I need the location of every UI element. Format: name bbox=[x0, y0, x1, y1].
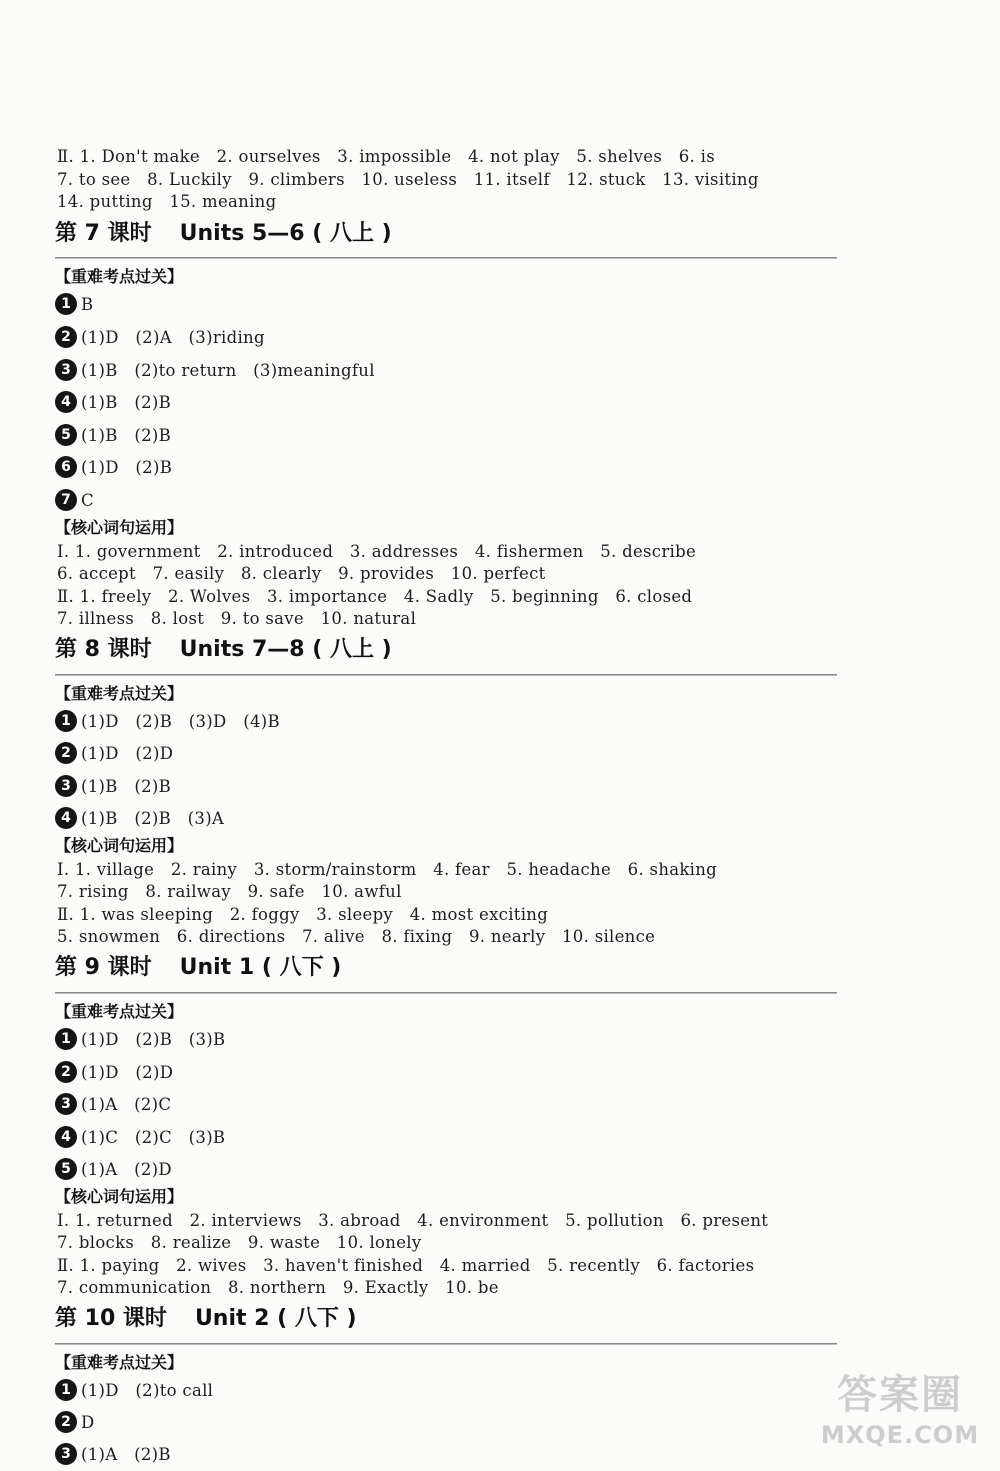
number-badge: 4 bbox=[55, 391, 77, 413]
answer-item bbox=[55, 1410, 95, 1434]
units-title: Units 7—8 ( 八上 ) bbox=[179, 637, 392, 662]
answer-item bbox=[55, 325, 265, 349]
answer-line: Ⅰ. 1. returned 2. interviews 3. abroad 4. environment 5. pollution 6. present bbox=[57, 1211, 769, 1230]
answer-text: (1)D (2)D bbox=[81, 1062, 174, 1082]
number-badge: 7 bbox=[55, 489, 77, 511]
number-badge: 1 bbox=[55, 293, 77, 315]
lesson-number: 第 9 课时 bbox=[55, 955, 152, 980]
section-label: 【重难考点过关】 bbox=[55, 1353, 184, 1372]
answer-item bbox=[55, 1060, 173, 1084]
answer-text: (1)B (2)B bbox=[81, 425, 172, 445]
number-badge: 2 bbox=[55, 742, 77, 764]
answer-line: Ⅱ. 1. freely 2. Wolves 3. importance 4. Sadly 5. beginning 6. closed bbox=[57, 587, 693, 606]
answer-item bbox=[55, 709, 280, 733]
number-badge: 3 bbox=[55, 359, 77, 381]
answer-item bbox=[55, 774, 171, 798]
answer-text: B bbox=[81, 294, 94, 314]
site-watermark bbox=[810, 1370, 990, 1465]
number-badge: 1 bbox=[55, 1028, 77, 1050]
answer-line: Ⅱ. 1. paying 2. wives 3. haven't finished 4. married 5. recently 6. factories bbox=[57, 1256, 755, 1275]
number-badge: 1 bbox=[55, 1379, 77, 1401]
answer-text: (1)A (2)C bbox=[81, 1094, 172, 1114]
answer-text: C bbox=[81, 490, 94, 510]
answer-text: (1)B (2)to return (3)meaningful bbox=[81, 360, 375, 380]
lesson-number: 第 8 课时 bbox=[55, 637, 152, 662]
number-badge: 1 bbox=[55, 710, 77, 732]
answer-item bbox=[55, 390, 171, 414]
lesson-number: 第 10 课时 bbox=[55, 1306, 167, 1331]
number-badge: 5 bbox=[55, 424, 77, 446]
answer-item bbox=[55, 488, 94, 512]
answer-line: 7. rising 8. railway 9. safe 10. awful bbox=[57, 882, 402, 901]
section-heading bbox=[55, 1305, 357, 1333]
answer-text: (1)C (2)C (3)B bbox=[81, 1127, 226, 1147]
units-title: Unit 2 ( 八下 ) bbox=[194, 1306, 357, 1331]
watermark-logo-text: 答案圈 bbox=[837, 1372, 963, 1418]
answer-line: Ⅰ. 1. government 2. introduced 3. addresses 4. fishermen 5. describe bbox=[57, 542, 697, 561]
answer-item bbox=[55, 423, 171, 447]
answer-item bbox=[55, 1378, 213, 1402]
units-title: Unit 1 ( 八下 ) bbox=[179, 955, 342, 980]
number-badge: 3 bbox=[55, 1443, 77, 1465]
number-badge: 4 bbox=[55, 1126, 77, 1148]
answer-line: 7. illness 8. lost 9. to save 10. natural bbox=[57, 609, 417, 628]
units-title: Units 5—6 ( 八上 ) bbox=[179, 221, 392, 246]
answer-item bbox=[55, 1092, 171, 1116]
answer-item bbox=[55, 455, 172, 479]
section-divider bbox=[55, 674, 837, 676]
answer-item bbox=[55, 1442, 171, 1466]
section-heading bbox=[55, 220, 392, 248]
answer-text: D bbox=[81, 1412, 95, 1432]
answer-item bbox=[55, 358, 375, 382]
answer-text: (1)B (2)B bbox=[81, 776, 172, 796]
answer-line: 7. communication 8. northern 9. Exactly 10. be bbox=[57, 1278, 499, 1297]
number-badge: 2 bbox=[55, 326, 77, 348]
answer-line: 14. putting 15. meaning bbox=[57, 192, 277, 211]
answer-text: (1)D (2)to call bbox=[81, 1380, 214, 1400]
section-label: 【核心词句运用】 bbox=[55, 1187, 184, 1206]
number-badge: 3 bbox=[55, 775, 77, 797]
answer-line: Ⅱ. 1. Don't make 2. ourselves 3. impossible 4. not play 5. shelves 6. is bbox=[57, 147, 715, 166]
section-label: 【重难考点过关】 bbox=[55, 267, 184, 286]
number-badge: 5 bbox=[55, 1158, 77, 1180]
number-badge: 2 bbox=[55, 1061, 77, 1083]
answer-text: (1)A (2)D bbox=[81, 1159, 172, 1179]
section-label: 【重难考点过关】 bbox=[55, 684, 184, 703]
section-label: 【核心词句运用】 bbox=[55, 518, 184, 537]
answer-line: 5. snowmen 6. directions 7. alive 8. fixing 9. nearly 10. silence bbox=[57, 927, 656, 946]
answer-text: (1)B (2)B (3)A bbox=[81, 808, 225, 828]
answer-item bbox=[55, 1157, 172, 1181]
section-label: 【核心词句运用】 bbox=[55, 836, 184, 855]
answer-line: 7. blocks 8. realize 9. waste 10. lonely bbox=[57, 1233, 422, 1252]
answer-line: Ⅰ. 1. village 2. rainy 3. storm/rainstorm 4. fear 5. headache 6. shaking bbox=[57, 860, 718, 879]
number-badge: 2 bbox=[55, 1411, 77, 1433]
answer-text: (1)D (2)A (3)riding bbox=[81, 327, 265, 347]
answer-item bbox=[55, 292, 93, 316]
number-badge: 6 bbox=[55, 456, 77, 478]
answer-text: (1)D (2)D bbox=[81, 743, 174, 763]
answer-line: 6. accept 7. easily 8. clearly 9. provides 10. perfect bbox=[57, 564, 546, 583]
answer-line: Ⅱ. 1. was sleeping 2. foggy 3. sleepy 4. most exciting bbox=[57, 905, 549, 924]
lesson-number: 第 7 课时 bbox=[55, 221, 152, 246]
watermark-domain: MXQE.COM bbox=[820, 1421, 980, 1449]
section-heading bbox=[55, 636, 392, 664]
section-heading bbox=[55, 954, 341, 982]
answer-text: (1)A (2)B bbox=[81, 1444, 171, 1464]
answer-item bbox=[55, 1027, 225, 1051]
answer-text: (1)D (2)B bbox=[81, 457, 173, 477]
answer-line: 7. to see 8. Luckily 9. climbers 10. useless 11. itself 12. stuck 13. visiting bbox=[57, 170, 759, 189]
number-badge: 4 bbox=[55, 807, 77, 829]
section-divider bbox=[55, 257, 837, 259]
answer-item bbox=[55, 806, 224, 830]
number-badge: 3 bbox=[55, 1093, 77, 1115]
answer-item bbox=[55, 1125, 225, 1149]
answer-text: (1)D (2)B (3)D (4)B bbox=[81, 711, 280, 731]
section-divider bbox=[55, 1343, 837, 1345]
answer-text: (1)D (2)B (3)B bbox=[81, 1029, 226, 1049]
answer-item bbox=[55, 741, 173, 765]
answer-text: (1)B (2)B bbox=[81, 392, 172, 412]
section-divider bbox=[55, 992, 837, 994]
section-label: 【重难考点过关】 bbox=[55, 1002, 184, 1021]
